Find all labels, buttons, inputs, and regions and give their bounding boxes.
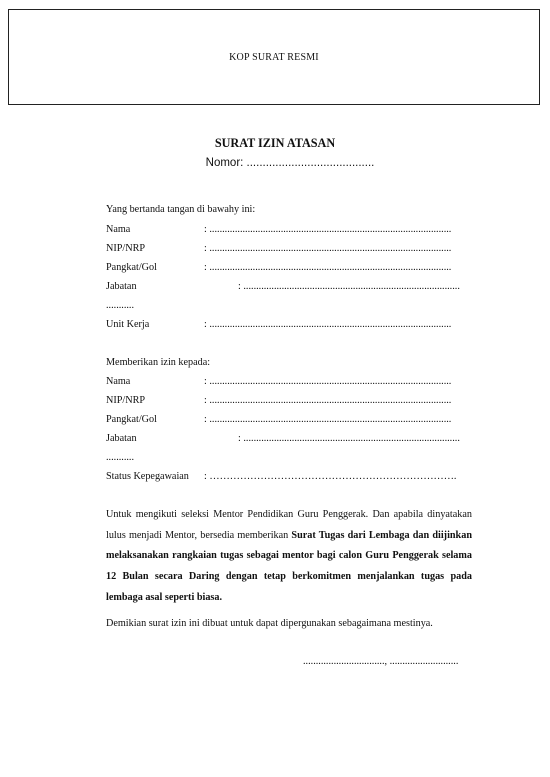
signer-label-jabatan: Jabatan [106, 281, 137, 292]
letter-number: Nomor: ........................................ [205, 157, 375, 169]
recipient-intro: Memberikan izin kepada: [106, 357, 211, 368]
recipient-value-nip: : ............................................................................................... [204, 395, 452, 406]
signer-value-nama: : ............................................................................................... [204, 224, 452, 235]
recipient-label-pangkat: Pangkat/Gol [106, 414, 157, 425]
signer-value-pangkat: : ............................................................................................... [204, 262, 452, 273]
body-text: Untuk mengikuti seleksi Mentor Pendidikan Guru Penggerak. Dan apabila dinyatakan lulus menjadi Mentor, bersedia memberikan [106, 509, 472, 541]
recipient-value-status: : ………………………………………………………………. [204, 471, 457, 482]
recipient-label-nama: Nama [106, 376, 131, 387]
letterhead-text: KOP SURAT RESMI [229, 51, 319, 63]
letter-title: SURAT IZIN ATASAN [214, 136, 336, 150]
recipient-label-jabatan: Jabatan [106, 433, 137, 444]
signer-intro: Yang bertanda tangan di bawahy ini: [106, 204, 256, 215]
signer-jabatan-continuation: ........... [106, 300, 135, 311]
signer-value-jabatan: : ..................................................................................... [238, 281, 460, 292]
recipient-label-nip: NIP/NRP [106, 395, 146, 406]
signer-value-nip: : ............................................................................................... [204, 243, 452, 254]
closing-sentence: Demikian surat izin ini dibuat untuk dapat dipergunakan sebagaimana mestinya. [106, 618, 433, 629]
body-bold-text: Surat Tugas dari Lembaga dan diijinkan melaksanakan rangkaian tugas sebagai mentor bagi calon Guru Penggerak selama 12 Bulan secara Daring dengan tetap berkomitmen menjalankan tugas pada lembaga asal seperti biasa. [106, 529, 472, 603]
signer-value-unit: : ............................................................................................... [204, 319, 452, 330]
recipient-jabatan-continuation: ........... [106, 452, 135, 463]
recipient-value-jabatan: : ..................................................................................... [238, 433, 460, 444]
place-date-line: ................................, ........................... [303, 656, 459, 667]
recipient-label-status: Status Kepegawaian [106, 471, 189, 482]
signer-label-unit: Unit Kerja [106, 319, 150, 330]
body-paragraph [106, 505, 472, 609]
letterhead-box [8, 9, 540, 105]
signer-label-nama: Nama [106, 224, 131, 235]
recipient-value-nama: : ............................................................................................... [204, 376, 452, 387]
recipient-value-pangkat: : ............................................................................................... [204, 414, 452, 425]
signer-label-pangkat: Pangkat/Gol [106, 262, 157, 273]
signer-label-nip: NIP/NRP [106, 243, 146, 254]
